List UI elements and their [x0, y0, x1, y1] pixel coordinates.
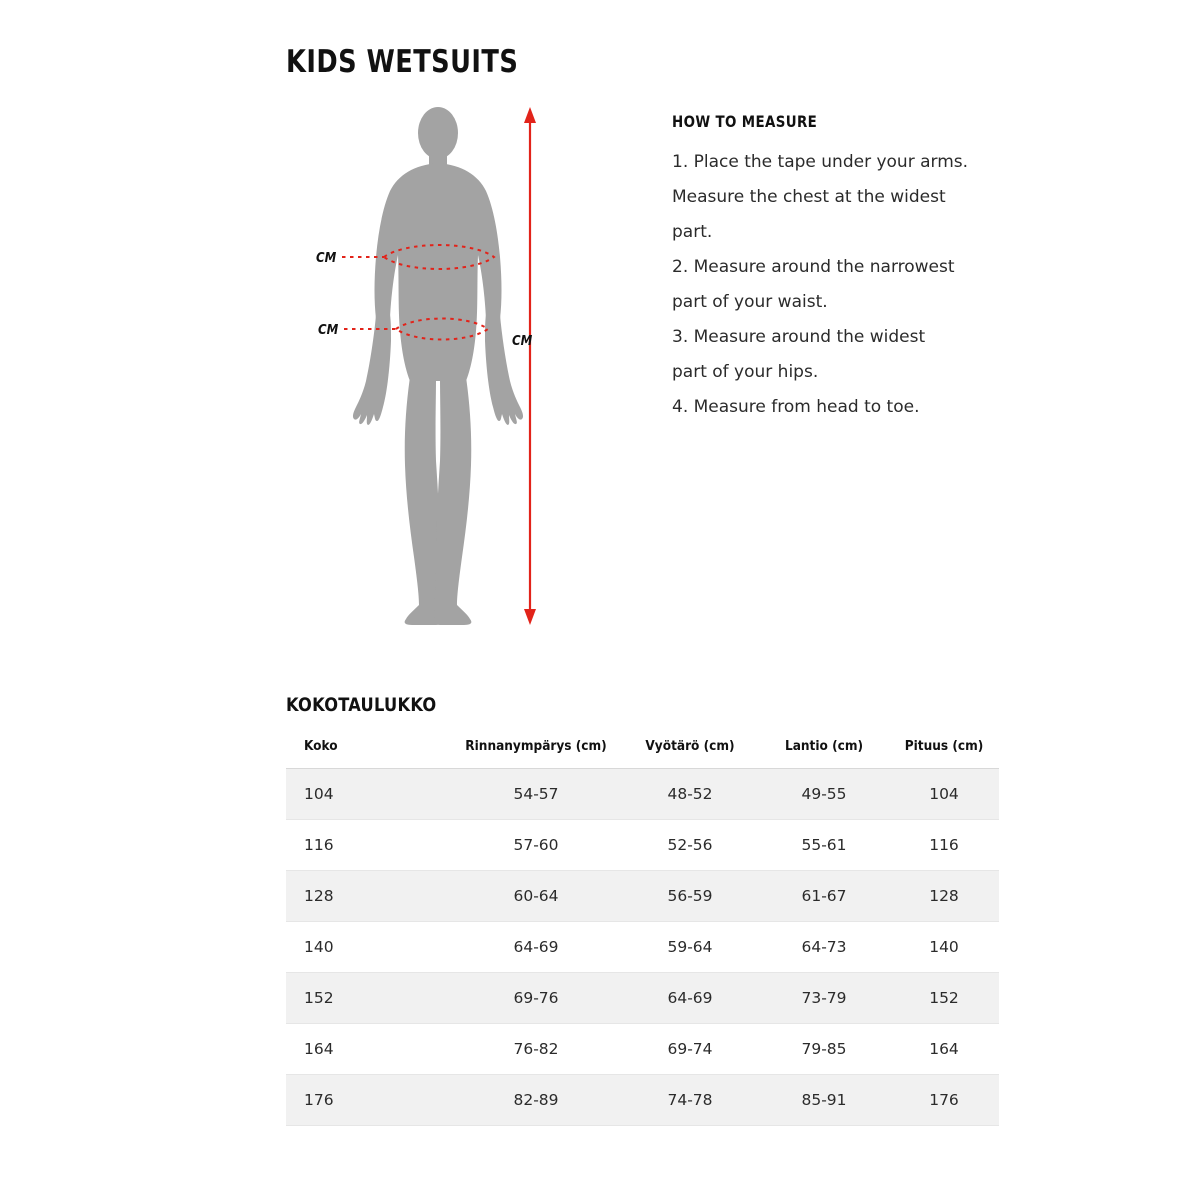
cell-hip: 79-85: [759, 1024, 889, 1075]
cell-height: 164: [889, 1024, 999, 1075]
cell-size: 152: [286, 973, 451, 1024]
height-measure-arrow: [524, 107, 536, 625]
cell-chest: 60-64: [451, 871, 621, 922]
how-to-step: part of your hips.: [672, 362, 819, 382]
cell-waist: 59-64: [621, 922, 759, 973]
cell-height: 116: [889, 820, 999, 871]
cell-chest: 76-82: [451, 1024, 621, 1075]
column-header: Koko: [286, 726, 451, 769]
cell-waist: 52-56: [621, 820, 759, 871]
body-diagram-svg: [286, 105, 616, 650]
column-header: Pituus (cm): [889, 726, 999, 769]
cell-hip: 61-67: [759, 871, 889, 922]
how-to-measure-title: HOW TO MEASURE: [672, 112, 818, 131]
cell-height: 140: [889, 922, 999, 973]
cell-chest: 64-69: [451, 922, 621, 973]
cell-hip: 85-91: [759, 1075, 889, 1126]
table-row: [286, 1024, 999, 1075]
cell-hip: 73-79: [759, 973, 889, 1024]
cell-hip: 49-55: [759, 769, 889, 820]
how-to-step: 4. Measure from head to toe.: [672, 397, 920, 417]
cell-chest: 69-76: [451, 973, 621, 1024]
page-title: KIDS WETSUITS: [286, 44, 519, 80]
cell-height: 152: [889, 973, 999, 1024]
measurement-diagram: [286, 105, 616, 650]
how-to-step: 1. Place the tape under your arms.: [672, 152, 969, 172]
table-row: [286, 922, 999, 973]
cell-size: 176: [286, 1075, 451, 1126]
column-header: Lantio (cm): [759, 726, 889, 769]
cell-size: 128: [286, 871, 451, 922]
cell-waist: 56-59: [621, 871, 759, 922]
cell-waist: 48-52: [621, 769, 759, 820]
cell-height: 128: [889, 871, 999, 922]
table-header-row: [286, 726, 999, 769]
how-to-step: 3. Measure around the widest: [672, 327, 926, 347]
body-silhouette-icon: [353, 107, 523, 625]
cell-hip: 55-61: [759, 820, 889, 871]
cell-size: 104: [286, 769, 451, 820]
how-to-step: Measure the chest at the widest: [672, 187, 946, 207]
table-row: [286, 871, 999, 922]
column-header: Vyötärö (cm): [621, 726, 759, 769]
chest-cm-label: CM: [316, 251, 337, 266]
cell-chest: 57-60: [451, 820, 621, 871]
cell-waist: 69-74: [621, 1024, 759, 1075]
cell-height: 176: [889, 1075, 999, 1126]
cell-size: 116: [286, 820, 451, 871]
how-to-measure-section: [672, 112, 1012, 425]
how-to-step: 2. Measure around the narrowest: [672, 257, 955, 277]
waist-cm-label: CM: [318, 323, 339, 338]
cell-waist: 74-78: [621, 1075, 759, 1126]
cell-chest: 54-57: [451, 769, 621, 820]
column-header: Rinnanympärys (cm): [451, 726, 621, 769]
height-cm-label: CM: [512, 334, 533, 349]
table-row: [286, 820, 999, 871]
how-to-step: part.: [672, 222, 713, 242]
size-table: [286, 726, 999, 1126]
size-table-title: KOKOTAULUKKO: [286, 694, 437, 716]
table-row: [286, 769, 999, 820]
cell-chest: 82-89: [451, 1075, 621, 1126]
cell-waist: 64-69: [621, 973, 759, 1024]
table-row: [286, 1075, 999, 1126]
cell-size: 164: [286, 1024, 451, 1075]
how-to-step: part of your waist.: [672, 292, 828, 312]
table-row: [286, 973, 999, 1024]
cell-size: 140: [286, 922, 451, 973]
cell-hip: 64-73: [759, 922, 889, 973]
cell-height: 104: [889, 769, 999, 820]
